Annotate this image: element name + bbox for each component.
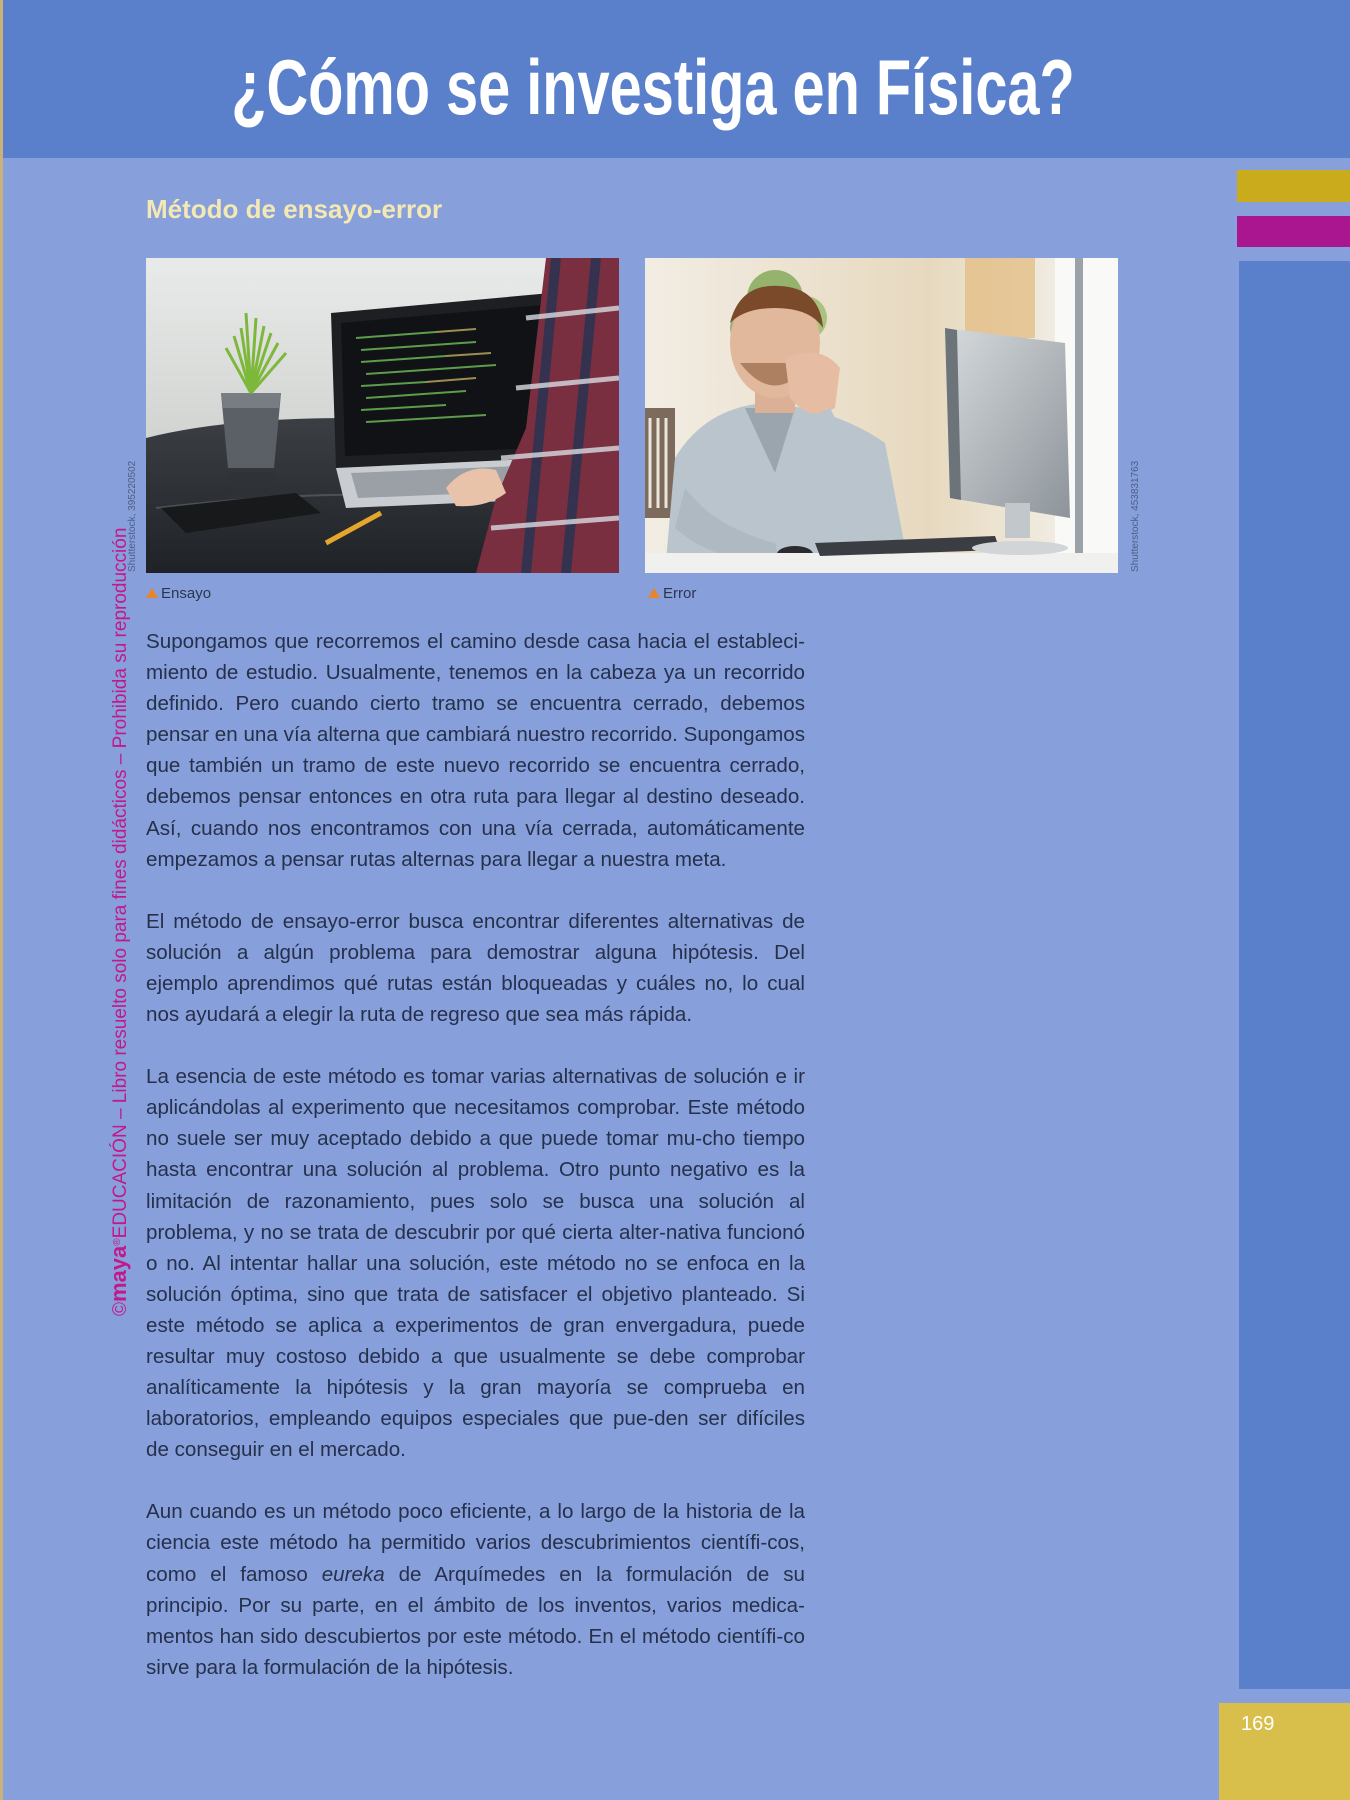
caption-ensayo (146, 585, 211, 602)
paragraph-4-end: de Arquímedes en la formulación de su principio. Por su parte, en el ámbito de los inventos, varios medica-mentos han sido descubiertos por este método. En el método científi-co sirve para la formulación de la hipótesis. (146, 1562, 805, 1679)
photo-error (645, 258, 1118, 573)
copyright-text: EDUCACIÓN – Libro resuelto solo para fines didácticos – Prohibida su reproducción (110, 527, 131, 1239)
photo-ensayo (146, 258, 619, 573)
chapter-tab-magenta (1237, 216, 1350, 247)
laptop-photo-illustration (146, 258, 619, 573)
triangle-marker-icon (648, 588, 660, 598)
body-text (146, 626, 805, 1683)
vertical-copyright (106, 528, 132, 1316)
right-side-bar (1239, 261, 1350, 1689)
chapter-tab-yellow (1237, 170, 1350, 202)
caption-ensayo-text: Ensayo (161, 585, 212, 602)
paragraph-4-italic: eureka (321, 1562, 385, 1586)
brand-logo-text: maya (106, 1245, 131, 1302)
caption-error-text: Error (663, 585, 697, 602)
paragraph-1: Supongamos que recorremos el camino desde casa hacia el estableci-miento de estudio. Usualmente, tenemos en la cabeza ya un recorrido definido. Pero cuando cierto tramo se encuentra cerrado, debemos pensar en una vía alterna que cambiará nuestro recorrido. Supongamos que también un tramo de este nuevo recorrido se encuentra cerrado, debemos pensar entonces en otra ruta para llegar al destino deseado. Así, cuando nos encontramos con una vía cerrada, automáticamente empezamos a pensar rutas alternas para llegar a nuestra meta. (146, 630, 805, 871)
office-photo-illustration (645, 258, 1118, 573)
page-left-edge (0, 0, 3, 1800)
paragraph-4-start: Aun cuando es un método poco eficiente, a lo largo de la historia de la ciencia este método ha permitido varios descubrimientos científi-cos, como el famoso (146, 1500, 805, 1586)
page-number-box (1219, 1703, 1350, 1800)
page-title: ¿Cómo se investiga en Física? (231, 43, 1075, 131)
registered-mark: ® (112, 1238, 123, 1246)
photo-credit-error: Shutterstock, 453831763 (1130, 460, 1141, 572)
caption-error (648, 585, 696, 602)
header-banner (3, 0, 1350, 158)
triangle-marker-icon (146, 588, 158, 598)
page-number: 169 (1241, 1713, 1275, 1735)
photo-credit-ensayo: Shutterstock, 395220502 (127, 460, 138, 572)
section-title: Método de ensayo-error (146, 194, 443, 224)
paragraph-2: El método de ensayo-error busca encontrar diferentes alternativas de solución a algún problema para demostrar alguna hipótesis. Del ejemplo aprendimos qué rutas están bloqueadas y cuáles no, lo cual nos ayudará a elegir la ruta de regreso que sea más rápida. (146, 909, 805, 1027)
paragraph-3: La esencia de este método es tomar varias alternativas de solución e ir aplicándolas al experimento que necesitamos comprobar. Este método no suele ser muy aceptado debido a que puede tomar mu-cho tiempo hasta encontrar una solución al problema. Otro punto negativo es la limitación de razonamiento, pues solo se busca una solución al problema, y no se trata de descubrir por qué cierta alter-nativa funcionó o no. Al intentar hallar una solución, este método no se enfoca en la solución óptima, sino que trata de satisfacer el objetivo planteado. Si este método se aplica a experimentos de gran envergadura, puede resultar muy costoso debido a que usualmente se debe comprobar analíticamente la hipótesis y la gran mayoría se comprueba en laboratorios, empleando equipos especiales que pue-den ser difíciles de conseguir en el mercado. (146, 1065, 805, 1462)
copyright-symbol: © (110, 1302, 131, 1316)
paragraph-4 (146, 1496, 805, 1683)
